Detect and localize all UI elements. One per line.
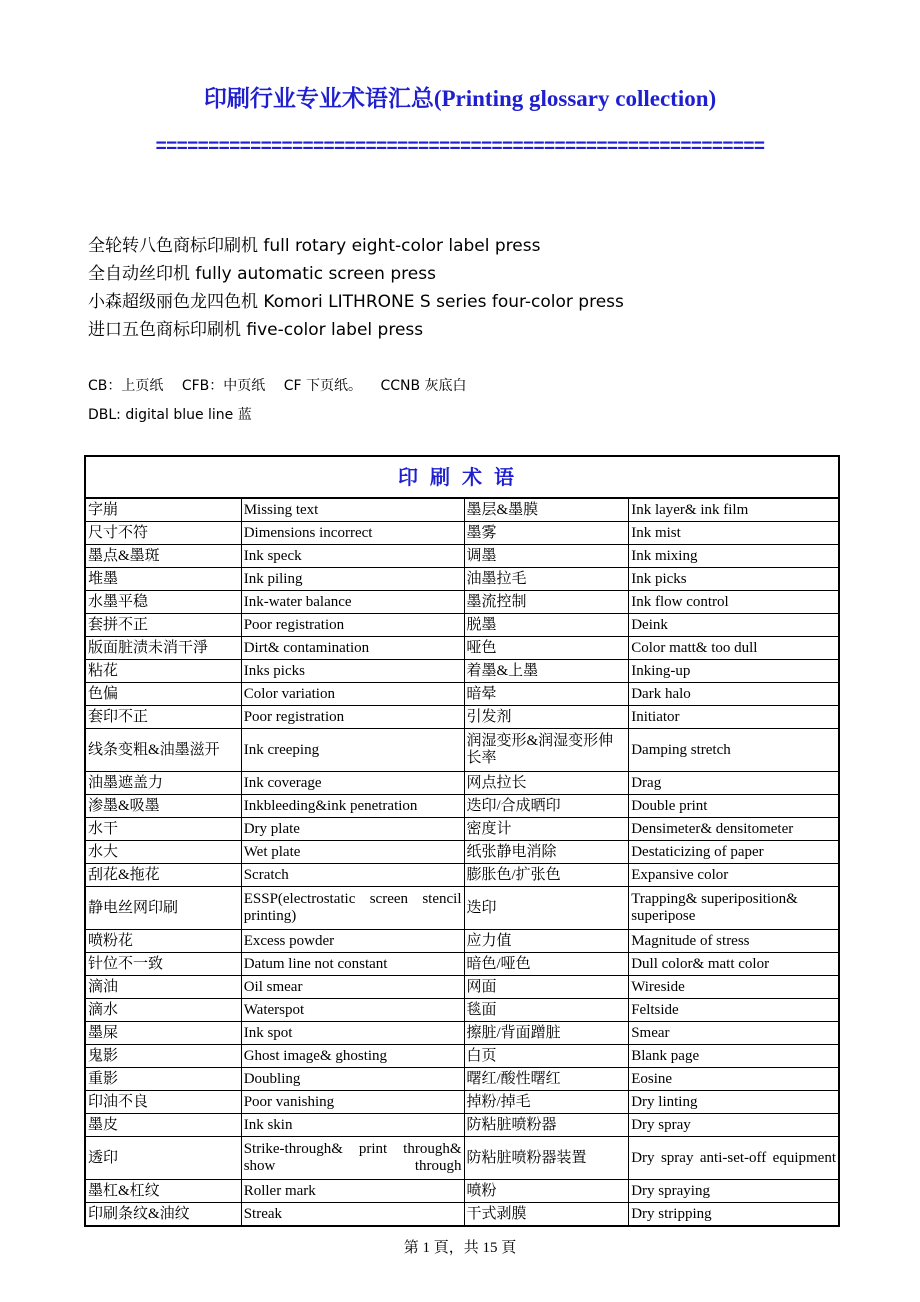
term-chinese: 脱墨 (464, 614, 629, 637)
term-english: Blank page (629, 1045, 839, 1068)
table-row (85, 498, 839, 522)
table-row (85, 772, 839, 795)
term-english: Poor registration (241, 614, 464, 637)
term-chinese: 版面脏渍未消干淨 (85, 637, 241, 660)
term-english: Poor vanishing (241, 1091, 464, 1114)
abbreviation-line-1 (88, 372, 481, 401)
term-chinese: 墨屎 (85, 1022, 241, 1045)
term-english: Strike-through& print through& show through (241, 1137, 464, 1180)
table-row (85, 660, 839, 683)
term-english: Destaticizing of paper (629, 841, 839, 864)
term-chinese: 刮花&拖花 (85, 864, 241, 887)
term-chinese: 油墨拉毛 (464, 568, 629, 591)
term-english: Eosine (629, 1068, 839, 1091)
term-chinese: 墨雾 (464, 522, 629, 545)
term-chinese: 色偏 (85, 683, 241, 706)
term-chinese: 水大 (85, 841, 241, 864)
term-english: Streak (241, 1203, 464, 1227)
term-english: Dry stripping (629, 1203, 839, 1227)
page-footer: 第 1 頁，共 15 頁 (403, 1240, 517, 1256)
term-english: Ink mist (629, 522, 839, 545)
table-row (85, 591, 839, 614)
list-item: 小森超级丽色龙四色机 Komori LITHRONE S series four-color press (88, 292, 624, 312)
table-row (85, 568, 839, 591)
term-chinese: 墨杠&杠纹 (85, 1180, 241, 1203)
term-chinese: 喷粉 (464, 1180, 629, 1203)
term-chinese: 喷粉花 (85, 930, 241, 953)
term-english: Dry spray anti-set-off equipment (629, 1137, 839, 1180)
term-english: Excess powder (241, 930, 464, 953)
term-english: Dry spray (629, 1114, 839, 1137)
term-chinese: 掉粉/掉毛 (464, 1091, 629, 1114)
term-english: Waterspot (241, 999, 464, 1022)
table-row (85, 545, 839, 568)
term-chinese: 密度计 (464, 818, 629, 841)
term-english: Trapping& superiposition& superipose (629, 887, 839, 930)
term-chinese: 油墨遮盖力 (85, 772, 241, 795)
term-english: Missing text (241, 498, 464, 522)
term-english: Feltside (629, 999, 839, 1022)
term-chinese: 调墨 (464, 545, 629, 568)
term-english: Color variation (241, 683, 464, 706)
term-chinese: 网点拉长 (464, 772, 629, 795)
term-chinese: 重影 (85, 1068, 241, 1091)
term-english: Ink coverage (241, 772, 464, 795)
term-chinese: 暗晕 (464, 683, 629, 706)
table-row (85, 1180, 839, 1203)
term-chinese: 擦脏/背面蹭脏 (464, 1022, 629, 1045)
term-chinese: 水干 (85, 818, 241, 841)
term-english: Smear (629, 1022, 839, 1045)
term-english: Inking-up (629, 660, 839, 683)
title-separator: ========================================================== (155, 136, 765, 157)
term-english: Dry linting (629, 1091, 839, 1114)
term-english: Dry spraying (629, 1180, 839, 1203)
term-english: Damping stretch (629, 729, 839, 772)
term-english: Ink creeping (241, 729, 464, 772)
term-chinese: 墨层&墨膜 (464, 498, 629, 522)
term-english: Ink mixing (629, 545, 839, 568)
table-row (85, 930, 839, 953)
term-chinese: 润湿变形&润湿变形伸长率 (464, 729, 629, 772)
table-header-row (85, 456, 839, 498)
table-row (85, 976, 839, 999)
term-chinese: 暗色/哑色 (464, 953, 629, 976)
term-chinese: 网面 (464, 976, 629, 999)
term-english: Dull color& matt color (629, 953, 839, 976)
table-row (85, 614, 839, 637)
term-chinese: 膨胀色/扩张色 (464, 864, 629, 887)
term-chinese: 字崩 (85, 498, 241, 522)
term-chinese: 针位不一致 (85, 953, 241, 976)
term-english: ESSP(electrostatic screen stencil printing) (241, 887, 464, 930)
table-row (85, 1114, 839, 1137)
term-english: Ink picks (629, 568, 839, 591)
table-row (85, 841, 839, 864)
term-chinese: 鬼影 (85, 1045, 241, 1068)
table-row (85, 1091, 839, 1114)
list-item: 全轮转八色商标印刷机 full rotary eight-color label press (88, 236, 541, 256)
term-english: Datum line not constant (241, 953, 464, 976)
term-chinese: 印油不良 (85, 1091, 241, 1114)
table-row (85, 637, 839, 660)
document-title: 印刷行业专业术语汇总(Printing glossary collection) (203, 86, 717, 111)
term-english: Doubling (241, 1068, 464, 1091)
term-chinese: 套拼不正 (85, 614, 241, 637)
term-chinese: 应力值 (464, 930, 629, 953)
term-chinese: 水墨平稳 (85, 591, 241, 614)
abbreviation-line-2: DBL: digital blue line 蓝 (88, 407, 252, 423)
term-chinese: 静电丝网印刷 (85, 887, 241, 930)
term-english: Drag (629, 772, 839, 795)
term-chinese: 尺寸不符 (85, 522, 241, 545)
press-terms-list (88, 232, 624, 344)
table-row (85, 1045, 839, 1068)
term-english: Ink-water balance (241, 591, 464, 614)
term-english: Roller mark (241, 1180, 464, 1203)
term-english: Densimeter& densitometer (629, 818, 839, 841)
list-item: 进口五色商标印刷机 five-color label press (88, 320, 424, 340)
table-row (85, 887, 839, 930)
term-chinese: 墨皮 (85, 1114, 241, 1137)
term-chinese: 哑色 (464, 637, 629, 660)
term-english: Ghost image& ghosting (241, 1045, 464, 1068)
term-english: Deink (629, 614, 839, 637)
term-chinese: 干式剥膜 (464, 1203, 629, 1227)
glossary-table (84, 455, 840, 1227)
term-english: Dirt& contamination (241, 637, 464, 660)
table-row (85, 1137, 839, 1180)
term-chinese: 渗墨&吸墨 (85, 795, 241, 818)
table-row (85, 729, 839, 772)
table-row (85, 864, 839, 887)
table-row (85, 1068, 839, 1091)
term-chinese: 滴水 (85, 999, 241, 1022)
term-english: Wireside (629, 976, 839, 999)
term-english: Ink spot (241, 1022, 464, 1045)
term-chinese: 引发剂 (464, 706, 629, 729)
abbreviation-cfb: CFB：中页纸 (181, 378, 266, 394)
table-row (85, 1022, 839, 1045)
term-chinese: 迭印/合成晒印 (464, 795, 629, 818)
term-english: Dimensions incorrect (241, 522, 464, 545)
term-chinese: 墨流控制 (464, 591, 629, 614)
term-english: Expansive color (629, 864, 839, 887)
term-english: Ink layer& ink film (629, 498, 839, 522)
term-chinese: 防粘脏喷粉器装置 (464, 1137, 629, 1180)
term-chinese: 滴油 (85, 976, 241, 999)
table-row (85, 818, 839, 841)
term-chinese: 套印不正 (85, 706, 241, 729)
term-chinese: 墨点&墨斑 (85, 545, 241, 568)
term-english: Poor registration (241, 706, 464, 729)
term-chinese: 着墨&上墨 (464, 660, 629, 683)
term-english: Ink flow control (629, 591, 839, 614)
term-english: Inkbleeding&ink penetration (241, 795, 464, 818)
abbreviation-cf: CF 下页纸。 (283, 378, 363, 394)
table-row (85, 1203, 839, 1227)
term-chinese: 纸张静电消除 (464, 841, 629, 864)
term-chinese: 印刷条纹&油纹 (85, 1203, 241, 1227)
term-english: Color matt& too dull (629, 637, 839, 660)
table-row (85, 706, 839, 729)
term-chinese: 曙红/酸性曙红 (464, 1068, 629, 1091)
table-row (85, 522, 839, 545)
term-chinese: 透印 (85, 1137, 241, 1180)
table-row (85, 953, 839, 976)
term-english: Dry plate (241, 818, 464, 841)
term-english: Inks picks (241, 660, 464, 683)
table-row (85, 999, 839, 1022)
term-english: Dark halo (629, 683, 839, 706)
list-item: 全自动丝印机 fully automatic screen press (88, 264, 436, 284)
table-body (85, 498, 839, 1226)
term-chinese: 防粘脏喷粉器 (464, 1114, 629, 1137)
abbreviations (88, 372, 481, 430)
term-chinese: 堆墨 (85, 568, 241, 591)
term-chinese: 毯面 (464, 999, 629, 1022)
term-chinese: 白页 (464, 1045, 629, 1068)
table-row (85, 795, 839, 818)
term-chinese: 线条变粗&油墨滋开 (85, 729, 241, 772)
term-chinese: 迭印 (464, 887, 629, 930)
abbreviation-cb: CB：上页纸 (88, 378, 164, 394)
term-english: Ink skin (241, 1114, 464, 1137)
term-english: Magnitude of stress (629, 930, 839, 953)
term-english: Oil smear (241, 976, 464, 999)
term-chinese: 粘花 (85, 660, 241, 683)
table-heading: 印刷术语 (85, 456, 839, 498)
term-english: Scratch (241, 864, 464, 887)
term-english: Ink speck (241, 545, 464, 568)
term-english: Double print (629, 795, 839, 818)
abbreviation-ccnb: CCNB 灰底白 (380, 378, 467, 394)
table-row (85, 683, 839, 706)
term-english: Wet plate (241, 841, 464, 864)
term-english: Initiator (629, 706, 839, 729)
term-english: Ink piling (241, 568, 464, 591)
